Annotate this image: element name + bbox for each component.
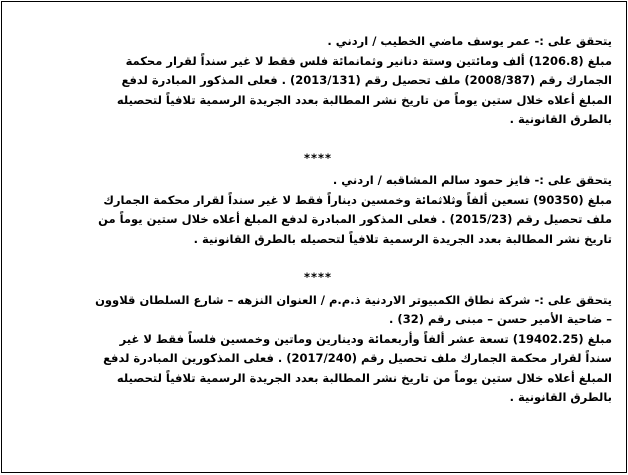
- collection-notice: [24, 171, 612, 249]
- notice-text-line: الجمارك رقم (2008/387) ملف تحصيل رقم (2013/131) . فعلى المذكور المبادرة لدفع: [121, 73, 612, 87]
- notice-address-line: – ضاحية الأمير حسن – مبنى رقم (32) .: [389, 312, 612, 326]
- notice-text-line: سنداً لقرار محكمة الجمارك ملف تحصيل رقم (2017/240) . فعلى المذكورين المبادرة لدفع: [103, 351, 612, 365]
- notice-debtor-line: يتحقق على :- شركة نطاق الكمبيوتر الاردنية ذ.م.م / العنوان النزهه – شارع السلطان قلاوون: [95, 292, 612, 307]
- notice-debtor-line: يتحقق على :- فايز حمود سالم المشاقبه / اردني .: [332, 173, 612, 187]
- notice-text-line: ملف تحصيل رقم (2015/23) . فعلى المذكور المبادرة لدفع المبلغ أعلاه خلال ستين يوماً من: [98, 212, 612, 226]
- collection-notice: [24, 291, 612, 408]
- notice-text-line: المبلغ أعلاه خلال ستين يوماً من تاريخ نشر المطالبة بعدد الجريدة الرسمية تلافياً لتحصيله: [116, 370, 612, 385]
- notice-separator: ****: [303, 270, 333, 284]
- notice-text-line: بالطرق القانونية .: [509, 112, 612, 126]
- notice-text-line: تاريخ نشر المطالبة بعدد الجريدة الرسمية تلافياً لتحصيله بالطرق القانونية .: [193, 231, 612, 246]
- notice-separator: ****: [303, 150, 333, 165]
- notice-text-line: مبلغ (1206.8) ألف ومائتين وستة دنانير وثمانمائة فلس فقط لا غير سنداً لقرار محكمة: [125, 53, 612, 68]
- notice-text-line: مبلغ (90350) تسعين ألفاً وثلاثمائة وخمسين ديناراً فقط لا غير سنداً لقرار محكمة الجمارك: [103, 192, 612, 207]
- gazette-page: [1, 1, 627, 473]
- notice-text-line: المبلغ أعلاه خلال ستين يوماً من تاريخ نشر المطالبة بعدد الجريدة الرسمية تلافياً لتحصيله: [116, 92, 612, 107]
- collection-notice: [24, 32, 612, 130]
- notice-text-line: بالطرق القانونية .: [509, 390, 612, 404]
- notice-text-line: مبلغ (19402.25) تسعة عشر ألفاً وأربعمائة ودينارين وماتين وخمسين فلساً فقط لا غير: [119, 331, 612, 346]
- notice-debtor-line: يتحقق على :- عمر يوسف ماضي الخطيب / اردني .: [327, 34, 612, 48]
